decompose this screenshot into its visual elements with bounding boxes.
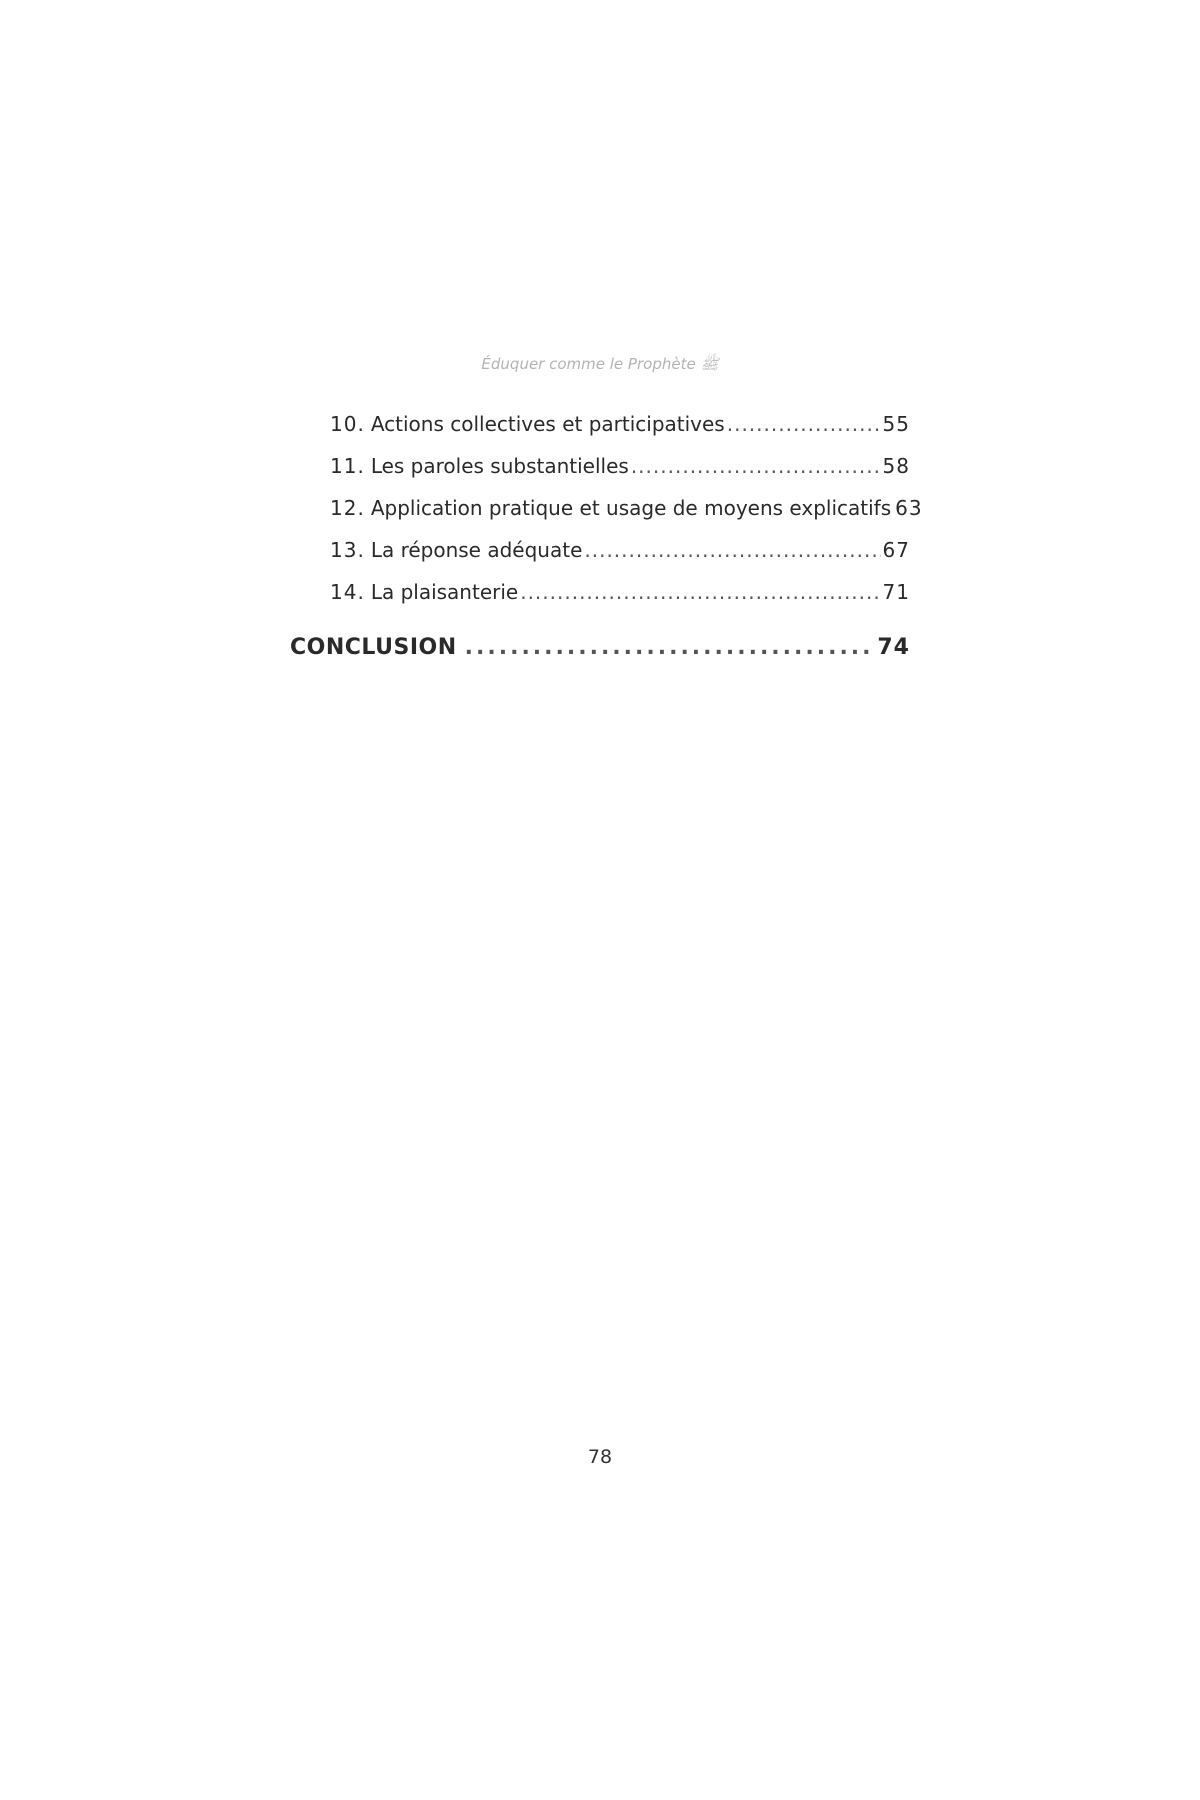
toc-entry-number: 11. (330, 454, 365, 478)
toc-entry[interactable] (330, 529, 910, 571)
page-number: 78 (587, 1446, 613, 1468)
dot-leader (631, 445, 881, 487)
toc-entry-conclusion[interactable] (290, 627, 910, 669)
dot-leader (727, 403, 881, 445)
toc-entry-page: 71 (882, 580, 910, 604)
dot-leader (465, 627, 870, 669)
toc-entry-page: 58 (882, 454, 910, 478)
toc-entry-title: Les paroles substantielles (370, 454, 629, 478)
toc-entry-title: Actions collectives et participatives (370, 412, 725, 436)
toc-entry-title: CONCLUSION (290, 635, 457, 660)
toc-entry-title: La plaisanterie (370, 580, 519, 604)
toc-entry-page: 55 (882, 412, 910, 436)
toc-entry[interactable] (330, 445, 910, 487)
toc-entry-page: 63 (895, 496, 923, 520)
toc-entry-title: Application pratique et usage de moyens explicatifs (370, 496, 892, 520)
dot-leader (584, 529, 880, 571)
toc-entry-page: 74 (877, 635, 910, 660)
toc-entry-page: 67 (882, 538, 910, 562)
table-of-contents (290, 403, 923, 669)
toc-entry[interactable] (330, 403, 910, 445)
toc-entry-title: La réponse adéquate (370, 538, 583, 562)
toc-entry-number: 10. (330, 412, 365, 436)
toc-entry[interactable] (330, 571, 910, 613)
toc-entry-number: 13. (330, 538, 365, 562)
toc-entry[interactable] (330, 487, 923, 529)
toc-entry-number: 12. (330, 496, 365, 520)
running-header: Éduquer comme le Prophète ﷺ (481, 355, 719, 373)
toc-entry-number: 14. (330, 580, 365, 604)
dot-leader (520, 571, 880, 613)
